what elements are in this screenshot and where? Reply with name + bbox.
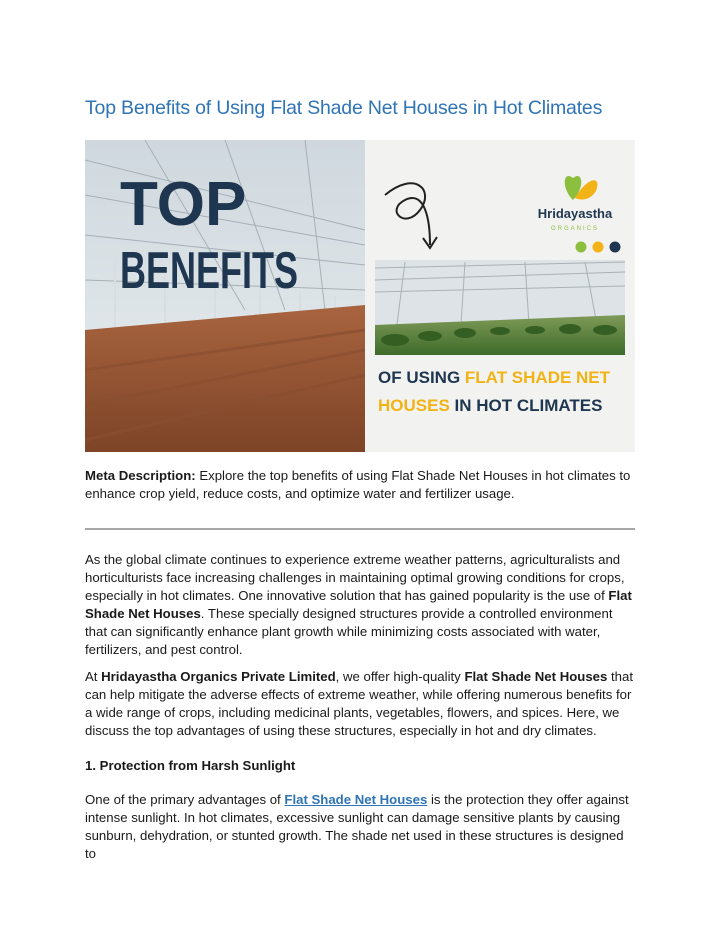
sunlight-paragraph: One of the primary advantages of Flat Shade Net Houses is the protection they offer against intense sunlight. In hot climates, excessive sunlight can damage sensitive plants by causing sunburn, dehydration, or stunted growth. The shade net used in these structures is designed to [85, 792, 629, 861]
hero-banner [85, 140, 635, 452]
hero-banner-graphic [85, 140, 635, 452]
dot-green [576, 242, 587, 253]
dot-navy [610, 242, 621, 253]
flat-shade-net-houses-link[interactable]: Flat Shade Net Houses [284, 792, 428, 807]
right-photo [375, 260, 625, 355]
meta-text: Explore the top benefits of using Flat Shade Net Houses in hot climates to enhance crop yield, reduce costs, and optimize water and fertilizer usage. [85, 468, 631, 501]
intro-paragraph: As the global climate continues to experience extreme weather patterns, agriculturalists and horticulturists face increasing challenges in maintaining optimal growing conditions for crops, especially in hot climates. One innovative solution that has gained popularity is the use of Flat Shade Net Houses. These specially designed structures provide a controlled environment that can significantly enhance plant growth while minimizing costs associated with water, fertilizers, and pest control. [85, 552, 632, 657]
company-paragraph: At Hridayastha Organics Private Limited, we offer high-quality Flat Shade Net Houses that can help mitigate the adverse effects of extreme weather, while offering numerous benefits for a wide range of crops, including medicinal plants, vegetables, flowers, and spices. Here, we discuss the top advantages of using these structures, especially in hot and dry climates. [85, 669, 634, 738]
meta-description [85, 467, 637, 503]
bold-term: Flat Shade Net Houses [85, 588, 632, 621]
tagline-line2: HOUSES IN HOT CLIMATES [378, 396, 603, 415]
divider [85, 528, 635, 530]
company-name: Hridayastha Organics Private Limited [101, 669, 336, 684]
tagline-line1: OF USING FLAT SHADE NET [378, 368, 611, 387]
headline-top: TOP [120, 170, 247, 239]
dot-yellow [593, 242, 604, 253]
logo-sub: ORGANICS [550, 226, 600, 232]
meta-label: Meta Description: [85, 468, 196, 483]
logo-name: Hridayastha [537, 206, 613, 221]
section-heading-1: 1. Protection from Harsh Sunlight [85, 758, 296, 773]
bold-term: Flat Shade Net Houses [464, 669, 608, 684]
page-title: Top Benefits of Using Flat Shade Net Houses in Hot Climates [85, 97, 603, 119]
headline-benefits: BENEFITS [120, 242, 298, 300]
